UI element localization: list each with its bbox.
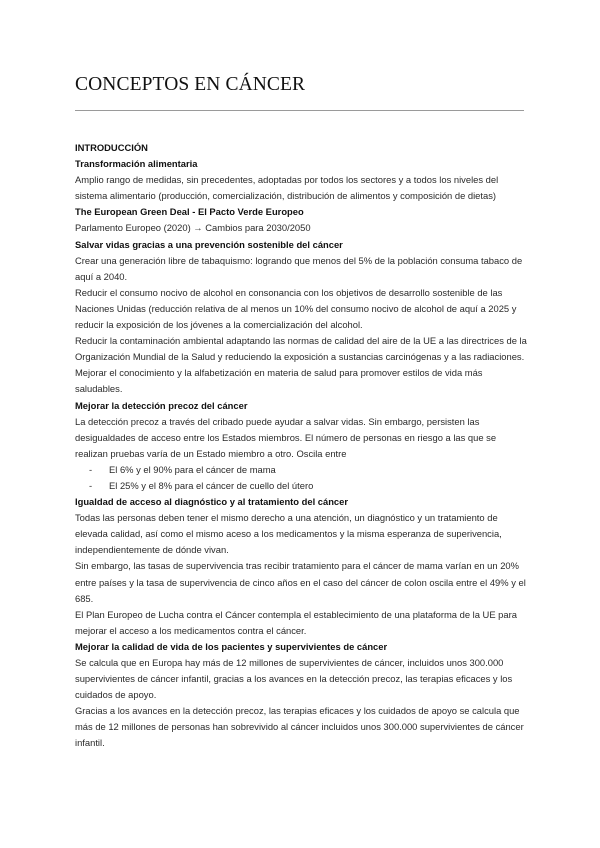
- list-item: [75, 462, 527, 478]
- transformacion-text: Amplio rango de medidas, sin precedentes, adoptadas por todos los sectores y a todos los niveles del sistema alimentario (producción, comercialización, distribución de alimentos y composición de dietas): [75, 174, 499, 202]
- page-title: CONCEPTOS EN CÁNCER: [75, 74, 306, 95]
- calidad-vida-paragraph: Se calcula que en Europa hay más de 12 millones de supervivientes de cáncer, incluidos unos 300.000 supervivientes de cáncer infantil, gracias a los avances en la detección precoz, las terapias eficaces y los cuidados de apoyo.: [75, 657, 513, 701]
- deteccion-list: [75, 462, 527, 494]
- bullet-marker: -: [89, 463, 93, 475]
- salvar-vidas-paragraph: Reducir la contaminación ambiental adaptando las normas de calidad del aire de la UE a las directrices de la Organización Mundial de la Salud y reduciendo la exposición a sustancias carcinógenas y a las radiaciones.: [75, 335, 527, 363]
- calidad-vida-paragraph: Gracias a los avances en la detección precoz, las terapias eficaces y los cuidados de apoyo se calcula que más de 12 millones de personas han sobrevivido al cáncer incluidos unos 300.000 supervivientes de cáncer infantil.: [75, 705, 524, 749]
- green-deal-text: Parlamento Europeo (2020) → Cambios para 2030/2050: [75, 222, 311, 234]
- deteccion-heading: Mejorar la detección precoz del cáncer: [75, 399, 248, 411]
- list-item-text: El 6% y el 90% para el cáncer de mama: [109, 463, 276, 475]
- document-body: [75, 140, 527, 752]
- list-item: [75, 478, 527, 494]
- list-item-text: El 25% y el 8% para el cáncer de cuello del útero: [109, 479, 314, 491]
- salvar-vidas-heading: Salvar vidas gracias a una prevención sostenible del cáncer: [75, 238, 343, 250]
- green-deal-heading: The European Green Deal - El Pacto Verde Europeo: [75, 206, 304, 218]
- bullet-marker: -: [89, 479, 93, 491]
- salvar-vidas-paragraph: Crear una generación libre de tabaquismo: logrando que menos del 5% de la población consuma tabaco de aquí a 2040.: [75, 254, 523, 282]
- igualdad-paragraph: Todas las personas deben tener el mismo derecho a una atención, un diagnóstico y un tratamiento de elevada calidad, así como el mismo aceso a los medicamentos y la misma esperanza de superivencia, independientemente de dónde vivan.: [75, 512, 502, 556]
- transformacion-heading: Transformación alimentaria: [75, 158, 198, 170]
- igualdad-paragraph: Sin embargo, las tasas de supervivencia tras recibir tratamiento para el cáncer de mama varían en un 20% entre países y la tasa de supervivencia de cinco años en el caso del cáncer de colon oscila entre el 49% y el 685.: [75, 560, 526, 604]
- deteccion-text: La detección precoz a través del cribado puede ayudar a salvar vidas. Sin embargo, persisten las desigualdades de acceso entre los Estados miembros. El número de personas en riesgo a las que se realizan pruebas varía de un Estado miembro a otro. Oscila entre: [75, 415, 497, 459]
- igualdad-paragraph: El Plan Europeo de Lucha contra el Cáncer contempla el establecimiento de una plataforma de la UE para mejorar el acceso a los medicamentos contra el cáncer.: [75, 608, 517, 636]
- intro-heading: INTRODUCCIÓN: [75, 142, 148, 153]
- salvar-vidas-paragraph: Mejorar el conocimiento y la alfabetización en materia de salud para promover estilos de vida más saludables.: [75, 367, 483, 395]
- igualdad-heading: Igualdad de acceso al diagnóstico y al tratamiento del cáncer: [75, 496, 349, 508]
- calidad-vida-heading: Mejorar la calidad de vida de los pacientes y supervivientes de cáncer: [75, 640, 388, 652]
- salvar-vidas-paragraph: Reducir el consumo nocivo de alcohol en consonancia con los objetivos de desarrollo sostenible de las Naciones Unidas (reducción relativa de al menos un 10% del consumo nocivo de alcohol de aquí a 2025 y reducir la exposición de los jóvenes a la comercialización del alcohol.: [75, 286, 517, 331]
- title-divider: [75, 110, 524, 111]
